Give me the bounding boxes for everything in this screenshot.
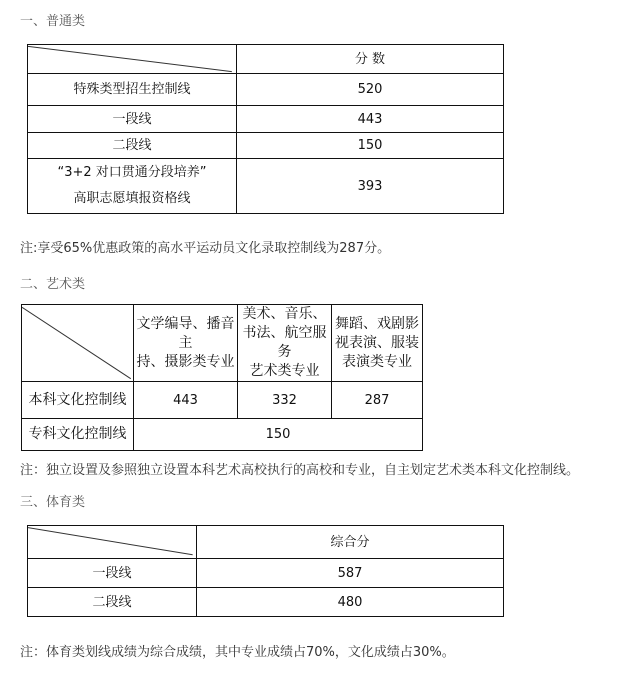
row-value: 520 [237,74,504,106]
row-label: 一段线 [28,559,197,588]
header-line: 书法、航空服务 [242,325,327,360]
row-label [28,159,237,214]
row-label: 一段线 [28,106,237,133]
row-value: 393 [237,159,504,214]
col-header [134,305,238,382]
row-value: 332 [238,382,332,419]
diagonal-header-cell [28,526,197,559]
section-heading-sports: 三、体育类 [20,495,86,510]
general-note: 注:享受65%优惠政策的高水平运动员文化录取控制线为287分。 [20,241,391,256]
art-note: 注：独立设置及参照独立设置本科艺术高校执行的高校和专业，自主划定艺术类本科文化控制线。 [20,463,580,478]
row-label: 专科文化控制线 [22,419,134,451]
row-value: 587 [197,559,504,588]
row-label: 本科文化控制线 [22,382,134,419]
label-line: 高职志愿填报资格线 [73,191,191,206]
col-header [238,305,332,382]
sports-table [27,525,504,617]
col-header [332,305,423,382]
row-value: 150 [134,419,423,451]
header-line: 美术、音乐、 [242,306,327,322]
row-value: 443 [237,106,504,133]
diagonal-header-cell [22,305,134,382]
header-line: 文学编导、播音主 [136,315,235,351]
row-label: 二段线 [28,588,197,617]
diagonal-header-cell [28,45,237,74]
header-line: 视表演、服装 [335,334,419,351]
general-table [27,44,504,214]
art-table [21,304,423,451]
header-line: 舞蹈、戏剧影 [335,315,419,332]
row-value: 480 [197,588,504,617]
sports-note: 注：体育类划线成绩为综合成绩，其中专业成绩占70%，文化成绩占30%。 [20,645,455,660]
score-header: 分 数 [237,45,504,74]
header-line: 艺术类专业 [249,363,320,379]
row-value: 150 [237,133,504,159]
score-header: 综合分 [197,526,504,559]
section-heading-art: 二、艺术类 [20,277,86,292]
row-label: 二段线 [28,133,237,159]
row-label: 特殊类型招生控制线 [28,74,237,106]
section-heading-general: 一、普通类 [20,14,86,29]
header-line: 持、摄影类专业 [136,353,235,370]
row-value: 443 [134,382,238,419]
row-value: 287 [332,382,423,419]
label-line: “3+2 对口贯通分段培养” [57,165,207,180]
header-line: 表演类专业 [342,353,412,370]
